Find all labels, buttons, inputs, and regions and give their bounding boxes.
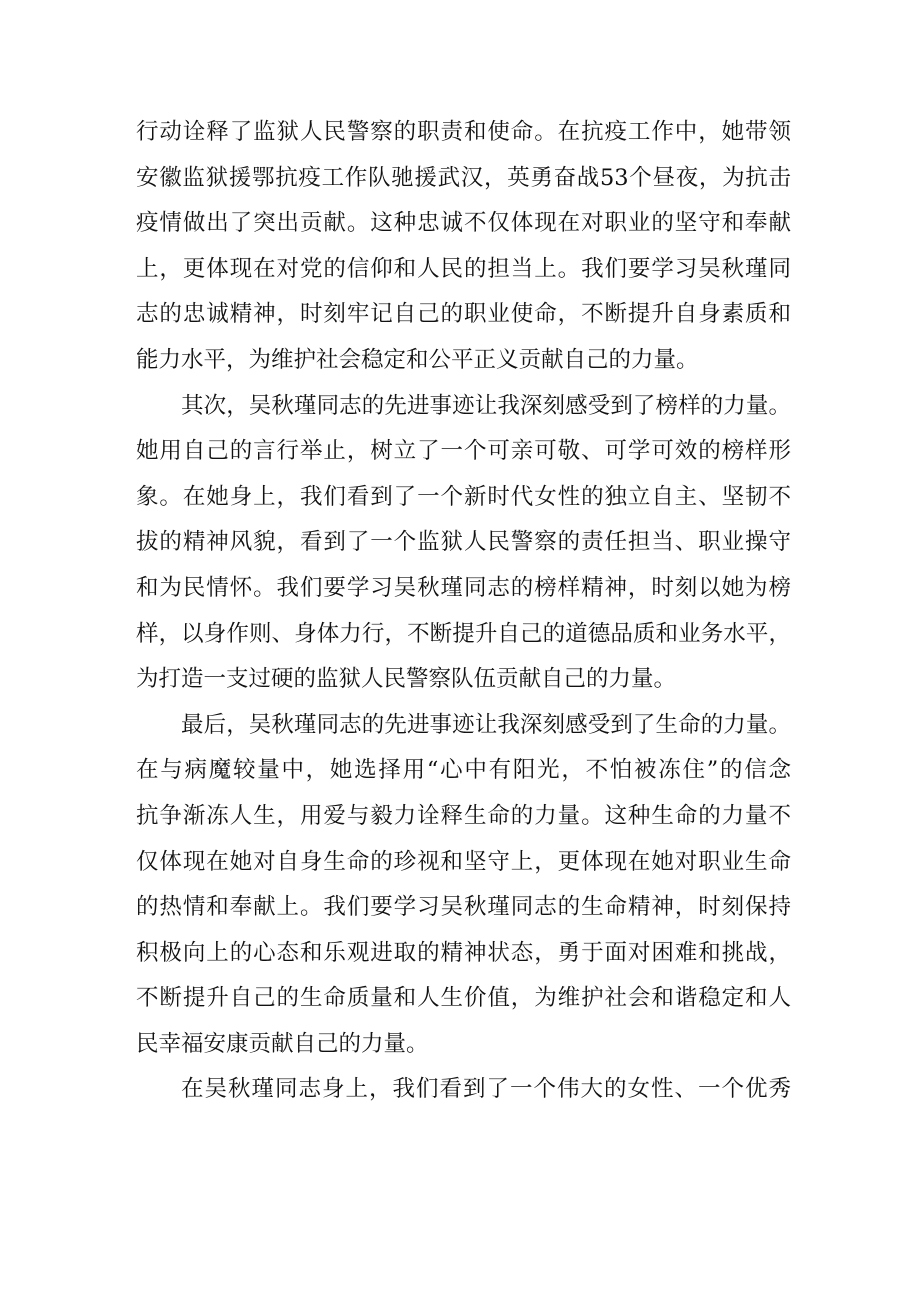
text-line: 行动诠释了监狱人民警察的职责和使命。在抗疫工作中，她带领: [136, 119, 791, 145]
text-line: 其次，吴秋瑾同志的先进事迹让我深刻感受到了榜样的力量。: [181, 392, 791, 419]
paragraph-1: [136, 110, 791, 384]
text-line: 上，更体现在对党的信仰和人民的担当上。我们要学习吴秋瑾同: [136, 255, 791, 282]
text-line: 最后，吴秋瑾同志的先进事迹让我深刻感受到了生命的力量。: [181, 711, 791, 738]
text-line: 志的忠诚精神，时刻牢记自己的职业使命，不断提升自身素质和: [136, 301, 791, 328]
text-line: 疫情做出了突出贡献。这种忠诚不仅体现在对职业的坚守和奉献: [136, 210, 791, 237]
text-line: 她用自己的言行举止，树立了一个可亲可敬、可学可效的榜样形: [136, 438, 791, 465]
text-line: 样，以身作则、身体力行，不断提升自己的道德品质和业务水平，: [136, 620, 791, 647]
text-line: 积极向上的心态和乐观进取的精神状态，勇于面对困难和挑战，: [136, 939, 791, 966]
text-line: 为打造一支过硬的监狱人民警察队伍贡献自己的力量。: [136, 666, 677, 693]
text-line: 抗争渐冻人生，用爱与毅力诠释生命的力量。这种生命的力量不: [136, 802, 791, 829]
text-line: 在与病魔较量中，她选择用“心中有阳光，不怕被冻住”的信念: [136, 757, 791, 784]
text-line: 安徽监狱援鄂抗疫工作队驰援武汉，英勇奋战53个昼夜，为抗击: [136, 164, 791, 191]
text-line: 不断提升自己的生命质量和人生价值，为维护社会和谐稳定和人: [136, 985, 791, 1012]
text-line: 民幸福安康贡献自己的力量。: [136, 1030, 429, 1057]
text-line: 的热情和奉献上。我们要学习吴秋瑾同志的生命精神，时刻保持: [136, 894, 791, 921]
paragraph-4: [136, 1067, 791, 1113]
paragraph-2: [136, 384, 791, 703]
text-line: 和为民情怀。我们要学习吴秋瑾同志的榜样精神，时刻以她为榜: [136, 574, 791, 601]
text-line: 仅体现在她对自身生命的珍视和坚守上，更体现在她对职业生命: [136, 848, 791, 875]
text-line: 象。在她身上，我们看到了一个新时代女性的独立自主、坚韧不: [136, 483, 791, 510]
text-line: 拔的精神风貌，看到了一个监狱人民警察的责任担当、职业操守: [136, 529, 791, 556]
document-body: [136, 110, 791, 1113]
text-line: 在吴秋瑾同志身上，我们看到了一个伟大的女性、一个优秀: [181, 1076, 791, 1103]
paragraph-3: [136, 703, 791, 1068]
text-line: 能力水平，为维护社会稳定和公平正义贡献自己的力量。: [136, 346, 699, 373]
